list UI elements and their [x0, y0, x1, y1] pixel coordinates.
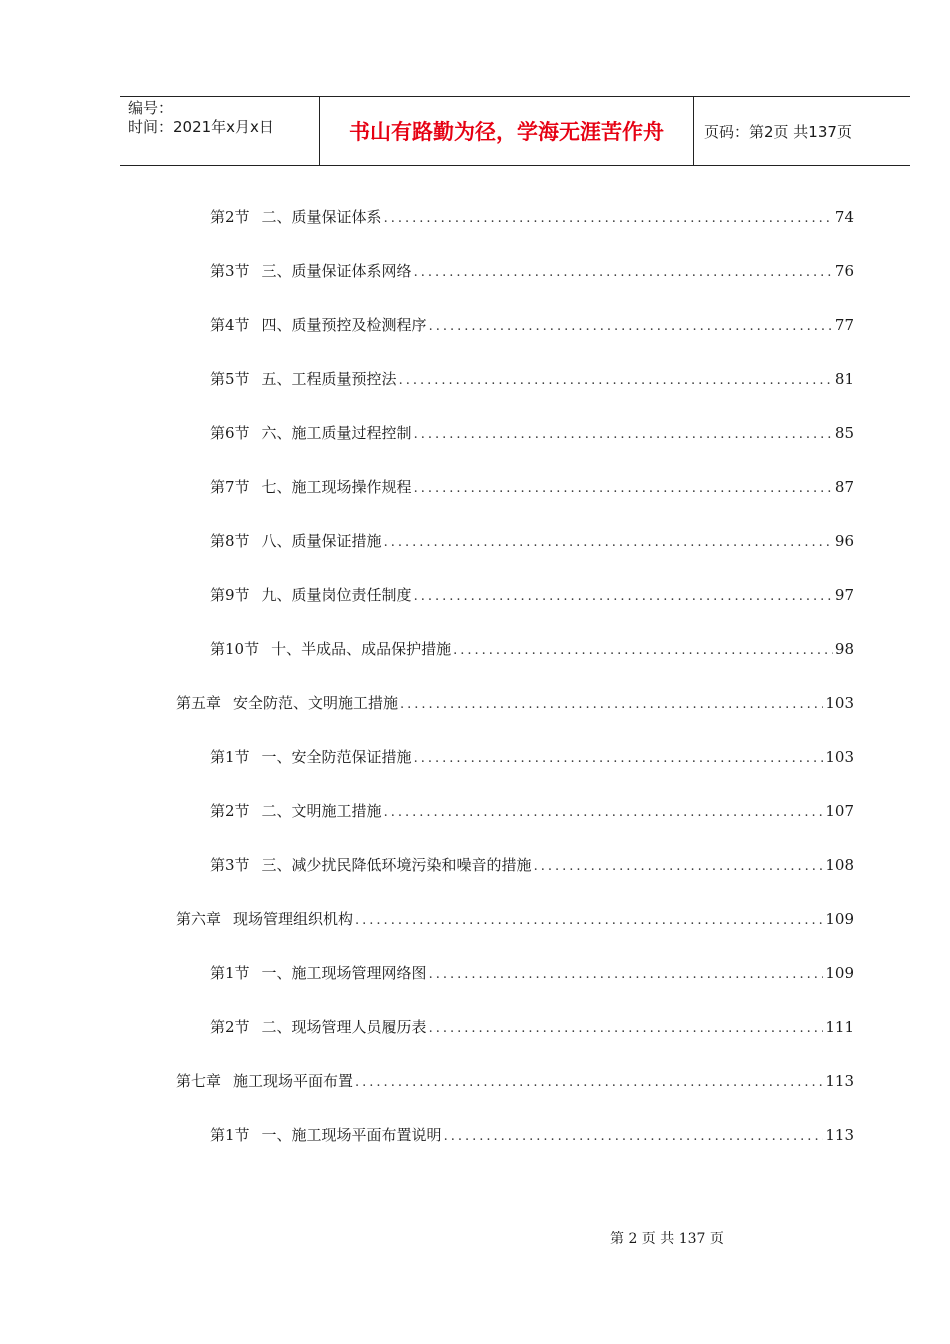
toc-entry-page: 107 [825, 802, 854, 820]
toc-entry-number: 第七章 [176, 1072, 222, 1090]
toc-leader-dots [429, 963, 824, 987]
toc-section-entry[interactable] [210, 205, 854, 229]
toc-entry-number: 第3节 [210, 856, 250, 874]
toc-section-entry[interactable] [210, 799, 854, 823]
toc-entry-title: 七、施工现场操作规程 [261, 478, 412, 496]
toc-leader-dots [384, 207, 833, 231]
toc-leader-dots [429, 1017, 824, 1041]
toc-section-entry[interactable] [210, 475, 854, 499]
toc-entry-page: 108 [825, 856, 854, 874]
toc-entry-page: 103 [825, 748, 854, 766]
toc-section-entry[interactable] [210, 421, 854, 445]
toc-entry-title: 施工现场平面布置 [233, 1072, 354, 1090]
toc-entry-title: 一、安全防范保证措施 [261, 748, 412, 766]
toc-entry-page: 87 [834, 478, 854, 496]
toc-section-entry[interactable] [210, 529, 854, 553]
toc-entry-page: 97 [834, 586, 854, 604]
toc-entry-number: 第2节 [210, 1018, 250, 1036]
toc-leader-dots [414, 423, 833, 447]
toc-leader-dots [399, 369, 833, 393]
toc-entry-page: 113 [825, 1072, 854, 1090]
toc-chapter-entry[interactable] [176, 907, 854, 931]
toc-entry-number: 第4节 [210, 316, 250, 334]
toc-entry-title: 四、质量预控及检测程序 [261, 316, 427, 334]
toc-entry-number: 第10节 [210, 640, 260, 658]
toc-entry-page: 74 [834, 208, 854, 226]
header-page-info: 页码：第2页 共137页 [704, 122, 852, 141]
toc-section-entry[interactable] [210, 1015, 854, 1039]
toc-entry-title: 二、现场管理人员履历表 [261, 1018, 427, 1036]
toc-entry-page: 85 [834, 424, 854, 442]
toc-leader-dots [414, 477, 833, 501]
toc-entry-page: 98 [834, 640, 854, 658]
toc-section-entry[interactable] [210, 367, 854, 391]
toc-entry-number: 第2节 [210, 802, 250, 820]
toc-entry-number: 第六章 [176, 910, 222, 928]
toc-entry-number: 第5节 [210, 370, 250, 388]
toc-leader-dots [355, 909, 823, 933]
toc-leader-dots [414, 747, 824, 771]
toc-entry-title: 五、工程质量预控法 [261, 370, 397, 388]
toc-entry-number: 第1节 [210, 964, 250, 982]
toc-entry-title: 九、质量岗位责任制度 [261, 586, 412, 604]
toc-section-entry[interactable] [210, 853, 854, 877]
toc-entry-page: 76 [834, 262, 854, 280]
toc-entry-title: 八、质量保证措施 [261, 532, 382, 550]
toc-leader-dots [429, 315, 833, 339]
toc-entry-page: 96 [834, 532, 854, 550]
toc-leader-dots [400, 693, 823, 717]
toc-entry-page: 113 [825, 1126, 854, 1144]
toc-section-entry[interactable] [210, 583, 854, 607]
toc-entry-title: 三、减少扰民降低环境污染和噪音的措施 [261, 856, 532, 874]
toc-leader-dots [444, 1125, 824, 1149]
toc-section-entry[interactable] [210, 637, 854, 661]
toc-entry-number: 第2节 [210, 208, 250, 226]
toc-entry-title: 三、质量保证体系网络 [261, 262, 412, 280]
toc-entry-page: 109 [825, 910, 854, 928]
header-meta [120, 97, 320, 165]
time-label: 时间：2021年x月x日 [128, 118, 274, 136]
toc-entry-number: 第8节 [210, 532, 250, 550]
toc-entry-title: 六、施工质量过程控制 [261, 424, 412, 442]
toc-entry-page: 103 [825, 694, 854, 712]
toc-entry-title: 二、质量保证体系 [261, 208, 382, 226]
toc-entry-page: 77 [834, 316, 854, 334]
toc-entry-number: 第7节 [210, 478, 250, 496]
toc-leader-dots [414, 261, 833, 285]
toc-section-entry[interactable] [210, 961, 854, 985]
serial-label: 编号： [128, 99, 174, 117]
toc-entry-page: 111 [825, 1018, 854, 1036]
header-motto: 书山有路勤为径，学海无涯苦作舟 [320, 97, 694, 165]
toc-entry-title: 安全防范、文明施工措施 [233, 694, 399, 712]
toc-entry-number: 第1节 [210, 748, 250, 766]
toc-chapter-entry[interactable] [176, 691, 854, 715]
toc-entry-number: 第1节 [210, 1126, 250, 1144]
page-header [120, 96, 910, 166]
toc-entry-title: 十、半成品、成品保护措施 [271, 640, 452, 658]
toc-section-entry[interactable] [210, 1123, 854, 1147]
toc-section-entry[interactable] [210, 745, 854, 769]
toc-entry-number: 第3节 [210, 262, 250, 280]
toc-leader-dots [414, 585, 833, 609]
toc-entry-page: 109 [825, 964, 854, 982]
toc-leader-dots [384, 531, 833, 555]
toc-leader-dots [534, 855, 824, 879]
toc-entry-page: 81 [834, 370, 854, 388]
toc-chapter-entry[interactable] [176, 1069, 854, 1093]
toc-section-entry[interactable] [210, 313, 854, 337]
toc-entry-title: 现场管理组织机构 [233, 910, 354, 928]
toc-section-entry[interactable] [210, 259, 854, 283]
toc-entry-number: 第6节 [210, 424, 250, 442]
toc-entry-title: 一、施工现场管理网络图 [261, 964, 427, 982]
toc-entry-title: 一、施工现场平面布置说明 [261, 1126, 442, 1144]
toc-leader-dots [384, 801, 824, 825]
toc-entry-number: 第五章 [176, 694, 222, 712]
toc-entry-title: 二、文明施工措施 [261, 802, 382, 820]
toc-leader-dots [355, 1071, 823, 1095]
footer-page-number: 第 2 页 共 137 页 [610, 1231, 724, 1247]
toc-leader-dots [453, 639, 833, 663]
toc-entry-number: 第9节 [210, 586, 250, 604]
